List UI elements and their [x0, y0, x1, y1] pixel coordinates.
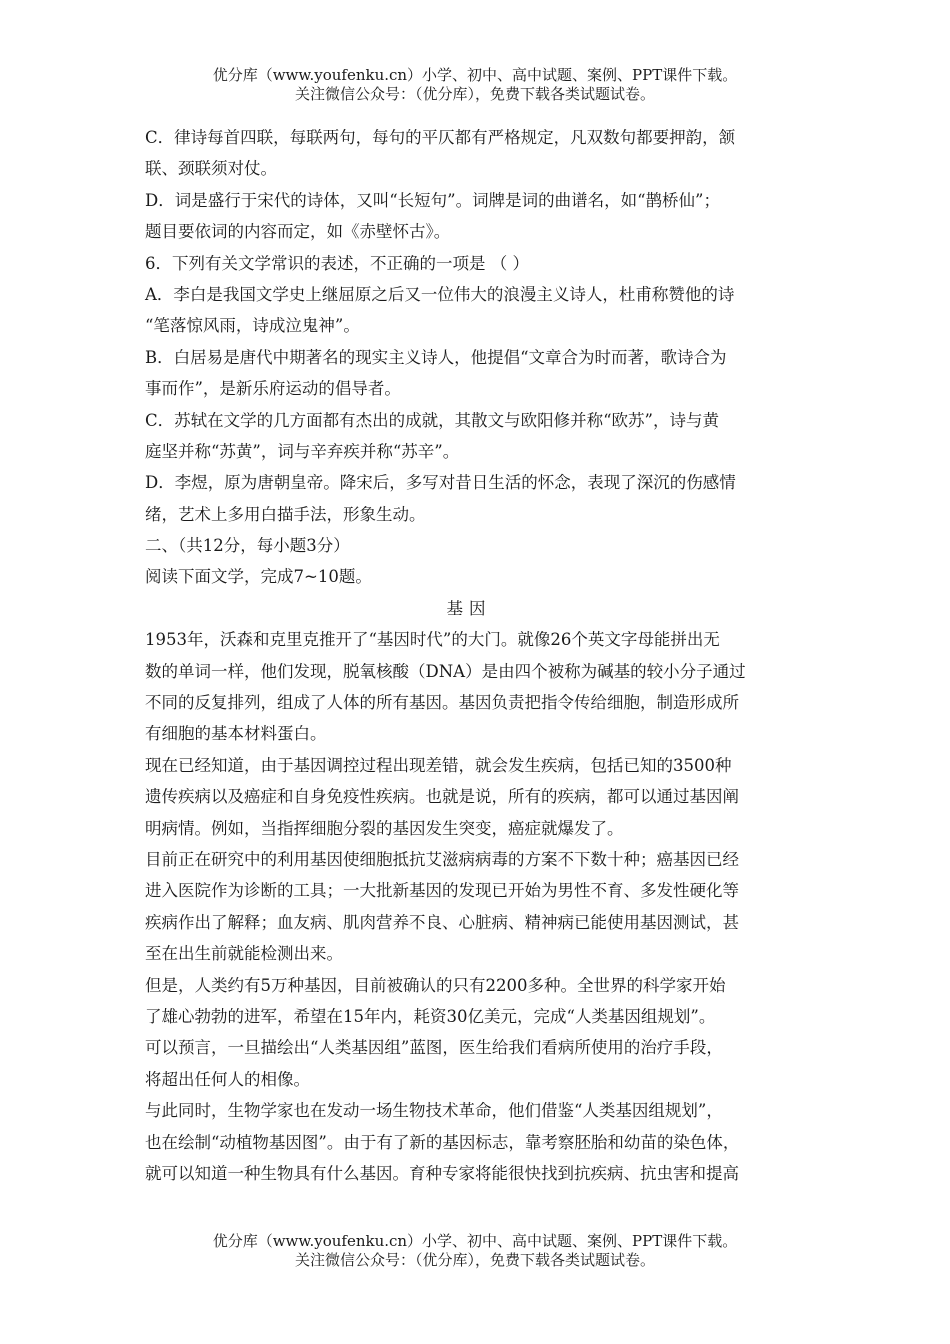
passage-line: 可以预言，一旦描绘出“人类基因组”蓝图，医生给我们看病所使用的治疗手段，: [145, 1038, 723, 1058]
passage-line: 现在已经知道，由于基因调控过程出现差错，就会发生疾病，包括已知的3500种: [145, 755, 732, 775]
passage-line: 就可以知道一种生物具有什么基因。育种专家将能很快找到抗疾病、抗虫害和提高: [145, 1163, 739, 1183]
passage-line: 1953年，沃森和克里克推开了“基因时代”的大门。就像26个英文字母能拼出无: [145, 630, 720, 650]
page-footer: [0, 1232, 950, 1270]
passage-line: 明病情。例如，当指挥细胞分裂的基因发生突变，癌症就爆发了。: [145, 818, 624, 838]
text-line: D．词是盛行于宋代的诗体，又叫“长短句”。词牌是词的曲谱名，如“鹊桥仙”；: [145, 190, 720, 210]
passage-line: 将超出任何人的相像。: [145, 1069, 310, 1089]
text-line: C．律诗每首四联，每联两句，每句的平仄都有严格规定，凡双数句都要押韵，颔: [145, 128, 736, 147]
passage-line: 数的单词一样，他们发现，脱氧核酸（DNA）是由四个被称为碱基的较小分子通过: [145, 661, 746, 681]
page-header: [0, 66, 950, 104]
reading-instruction: 阅读下面文学，完成7~10题。: [145, 567, 372, 587]
text-line: 联、颈联须对仗。: [145, 159, 277, 179]
text-line: 绪，艺术上多用白描手法，形象生动。: [145, 504, 426, 524]
option-c-line: C．苏轼在文学的几方面都有杰出的成就，其散文与欧阳修并称“欧苏”，诗与黄: [145, 410, 719, 430]
text-line: “笔落惊风雨，诗成泣鬼神”。: [145, 316, 360, 336]
passage-title: 基因: [446, 598, 492, 618]
passage-line: 了雄心勃勃的进军，希望在15年内，耗资30亿美元，完成“人类基因组规划”。: [145, 1006, 716, 1026]
document-body: [145, 122, 813, 1189]
option-d-line: D．李煜，原为唐朝皇帝。降宋后，多写对昔日生活的怀念，表现了深沉的伤感情: [145, 473, 736, 493]
question-6-stem: 6．下列有关文学常识的表述，不正确的一项是 （ ）: [145, 253, 529, 273]
passage-line: 至在出生前就能检测出来。: [145, 944, 343, 964]
passage-line: 不同的反复排列，组成了人体的所有基因。基因负责把指令传给细胞，制造形成所: [145, 693, 739, 713]
text-line: 题目要依词的内容而定，如《赤壁怀古》。: [145, 222, 451, 242]
text-line: 事而作”，是新乐府运动的倡导者。: [145, 379, 401, 399]
option-a-line: A．李白是我国文学史上继屈原之后又一位伟大的浪漫主义诗人，杜甫称赞他的诗: [145, 284, 735, 304]
passage-line: 但是，人类约有5万种基因，目前被确认的只有2200多种。全世界的科学家开始: [145, 975, 726, 995]
footer-line-1: 优分库（www.youfenku.cn）小学、初中、高中试题、案例、PPT课件下载。: [212, 1232, 738, 1250]
text-line: 庭坚并称“苏黄”，词与辛弃疾并称“苏辛”。: [145, 441, 460, 461]
passage-line: 也在绘制“动植物基因图”。由于有了新的基因标志，靠考察胚胎和幼苗的染色体，: [145, 1132, 740, 1152]
passage-line: 遗传疾病以及癌症和自身免疫性疾病。也就是说，所有的疾病，都可以通过基因阐: [145, 787, 739, 807]
passage-line: 有细胞的基本材料蛋白。: [145, 724, 327, 744]
option-b-line: B．白居易是唐代中期著名的现实主义诗人，他提倡“文章合为时而著，歌诗合为: [145, 347, 727, 367]
passage-line: 疾病作出了解释；血友病、肌肉营养不良、心脏病、精神病已能使用基因测试，甚: [145, 912, 739, 932]
footer-line-2: 关注微信公众号：（优分库），免费下载各类试题试卷。: [294, 1251, 655, 1269]
passage-line: 目前正在研究中的利用基因使细胞抵抗艾滋病病毒的方案不下数十种；癌基因已经: [145, 849, 739, 869]
section-heading: 二、（共12分，每小题3分）: [145, 536, 350, 556]
passage-line: 进入医院作为诊断的工具；一大批新基因的发现已开始为男性不育、多发性硬化等: [145, 881, 739, 901]
header-line-1: 优分库（www.youfenku.cn）小学、初中、高中试题、案例、PPT课件下载。: [212, 66, 738, 84]
header-line-2: 关注微信公众号：（优分库），免费下载各类试题试卷。: [294, 85, 655, 103]
passage-line: 与此同时，生物学家也在发动一场生物技术革命，他们借鉴“人类基因组规划”，: [145, 1101, 723, 1121]
